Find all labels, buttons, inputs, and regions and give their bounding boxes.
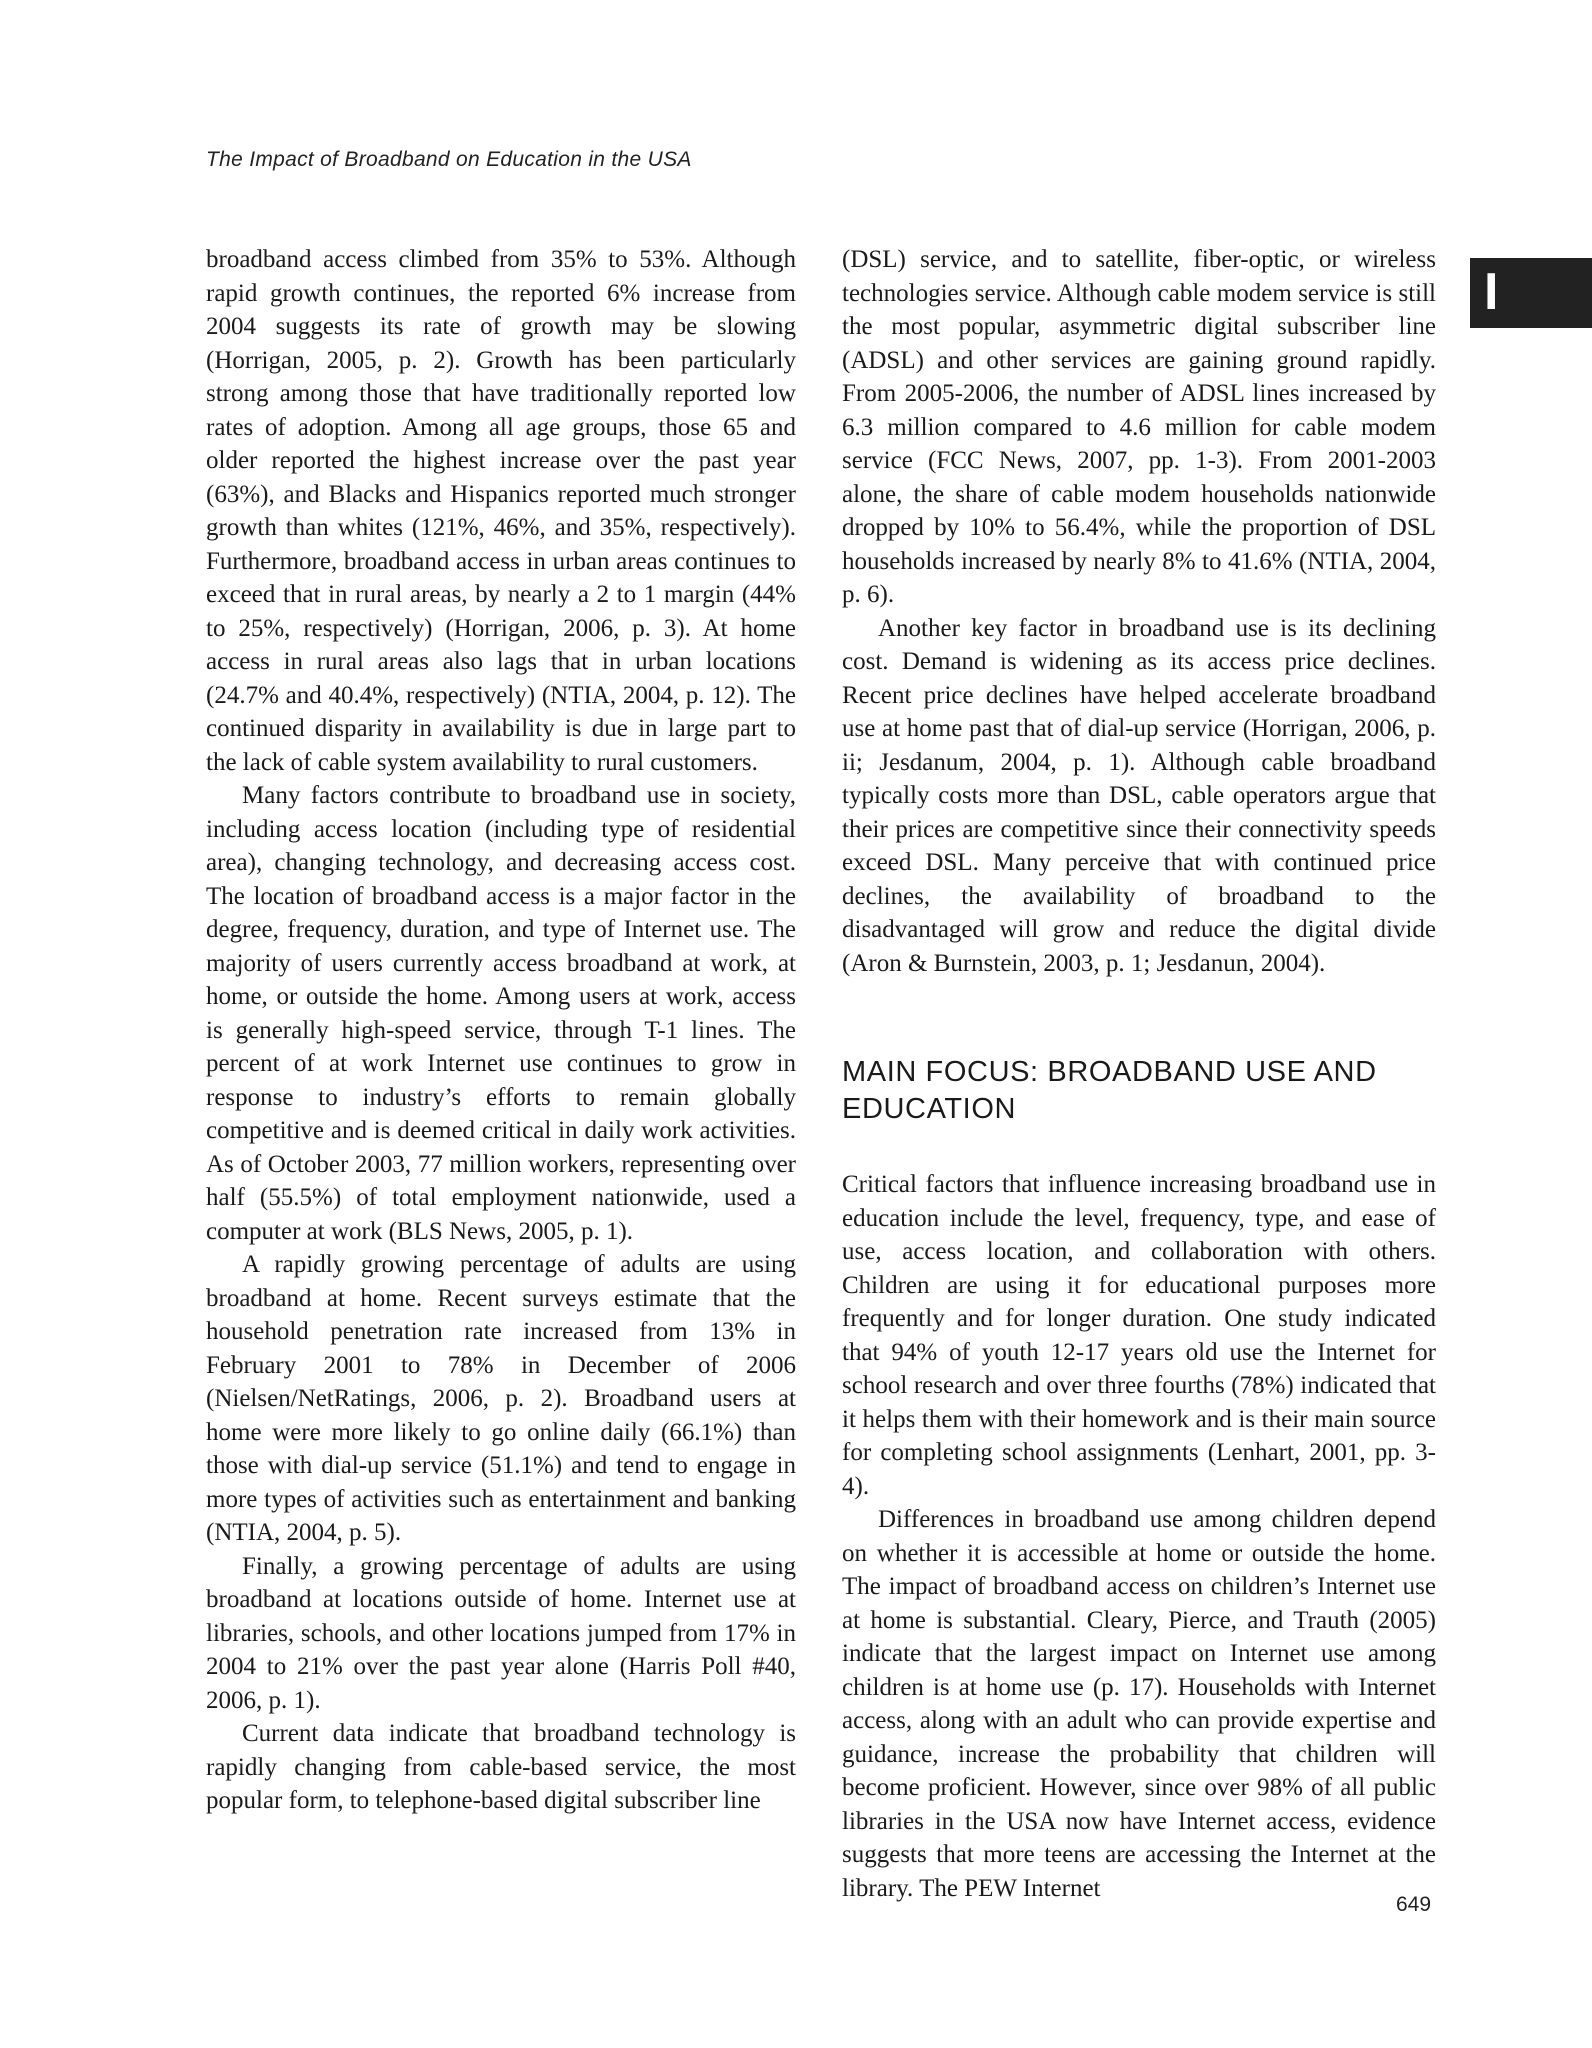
chapter-tab [1470,258,1592,328]
paragraph: Another key factor in broadband use is its declining cost. Demand is widening as its access price declines. Recent price declines have helped accelerate broadband use at home past that of dial-up service (Horrigan, 2006, p. ii; Jesdanum, 2004, p. 1). Although cable broadband typically costs more than DSL, cable operators argue that their prices are competitive since their connectivity speeds exceed DSL. Many perceive that with continued price declines, the availability of broadband to the disadvantaged will grow and reduce the digital divide (Aron & Burnstein, 2003, p. 1; Jesdanun, 2004). [842,614,1436,977]
paragraph: Current data indicate that broadband technology is rapidly changing from cable-based service, the most popular form, to telephone-based digital subscriber line [206,1720,796,1814]
paragraph: Differences in broadband use among children depend on whether it is accessible at home or outside the home. The impact of broadband access on children’s Internet use at home is substantial. Cleary, Pierce, and Trauth (2005) indicate that the largest impact on Internet use among children is at home use (p. 17). Households with Internet access, along with an adult who can provide expertise and guidance, increase the probability that children will become proficient. However, since over 98% of all public libraries in the USA now have Internet access, evidence suggests that more teens are accessing the Internet at the library. The PEW Internet [842,1506,1436,1902]
paragraph: A rapidly growing percentage of adults are using broadband at home. Recent surveys estimate that the household penetration rate increased from 13% in February 2001 to 78% in December of 2006 (Nielsen/NetRatings, 2006, p. 2). Broadband users at home were more likely to go online daily (66.1%) than those with dial-up service (51.1%) and tend to engage in more types of activities such as entertainment and banking (NTIA, 2004, p. 5). [206,1251,796,1546]
paragraph: Many factors contribute to broadband use in society, including access location (including type of residential area), changing technology, and decreasing access cost. The location of broadband access is a major factor in the degree, frequency, duration, and type of Internet use. The majority of users currently access broadband at work, at home, or outside the home. Among users at work, access is generally high-speed service, through T-1 lines. The percent of at work Internet use continues to grow in response to industry’s efforts to remain globally competitive and is deemed critical in daily work activities. As of October 2003, 77 million workers, representing over half (55.5%) of total employment nationwide, used a computer at work (BLS News, 2005, p. 1). [206,782,796,1245]
paragraph: Finally, a growing percentage of adults are using broadband at locations outside of home. Internet use at libraries, schools, and other locations jumped from 17% in 2004 to 21% over the past year alone (Harris Poll #40, 2006, p. 1). [206,1552,796,1714]
section-heading: MAIN FOCUS: BROADBAND USE AND EDUCATION [842,1056,1377,1125]
right-column [842,243,1436,1905]
page-number: 649 [1396,1893,1432,1916]
paragraph: broadband access climbed from 35% to 53%. Although rapid growth continues, the reported 6% increase from 2004 suggests its rate of growth may be slowing (Horrigan, 2005, p. 2). Growth has been particularly strong among those that have traditionally reported low rates of adoption. Among all age groups, those 65 and older reported the highest increase over the past year (63%), and Blacks and Hispanics reported much stronger growth than whites (121%, 46%, and 35%, respectively). Furthermore, broadband access in urban areas continues to exceed that in rural areas, by nearly a 2 to 1 margin (44% to 25%, respectively) (Horrigan, 2006, p. 3). At home access in rural areas also lags that in urban locations (24.7% and 40.4%, respectively) (NTIA, 2004, p. 12). The continued disparity in availability is due in large part to the lack of cable system availability to rural customers. [206,246,796,776]
paragraph: Critical factors that influence increasing broadband use in education include the level, frequency, type, and ease of use, access location, and collaboration with others. Children are using it for educational purposes more frequently and for longer duration. One study indicated that 94% of youth 12-17 years old use the Internet for school research and over three fourths (78%) indicated that it helps them with their homework and is their main source for completing school assignments (Lenhart, 2001, pp. 3-4). [842,1171,1436,1500]
left-column [206,243,796,1818]
paragraph: (DSL) service, and to satellite, fiber-optic, or wireless technologies service. Although cable modem service is still the most popular, asymmetric digital subscriber line (ADSL) and other services are gaining ground rapidly. From 2005-2006, the number of ADSL lines increased by 6.3 million compared to 4.6 million for cable modem service (FCC News, 2007, pp. 1-3). From 2001-2003 alone, the share of cable modem households nationwide dropped by 10% to 56.4%, while the proportion of DSL households increased by nearly 8% to 41.6% (NTIA, 2004, p. 6). [842,246,1436,608]
chapter-tab-label: I [1484,263,1499,321]
running-head: The Impact of Broadband on Education in the USA [206,148,692,171]
